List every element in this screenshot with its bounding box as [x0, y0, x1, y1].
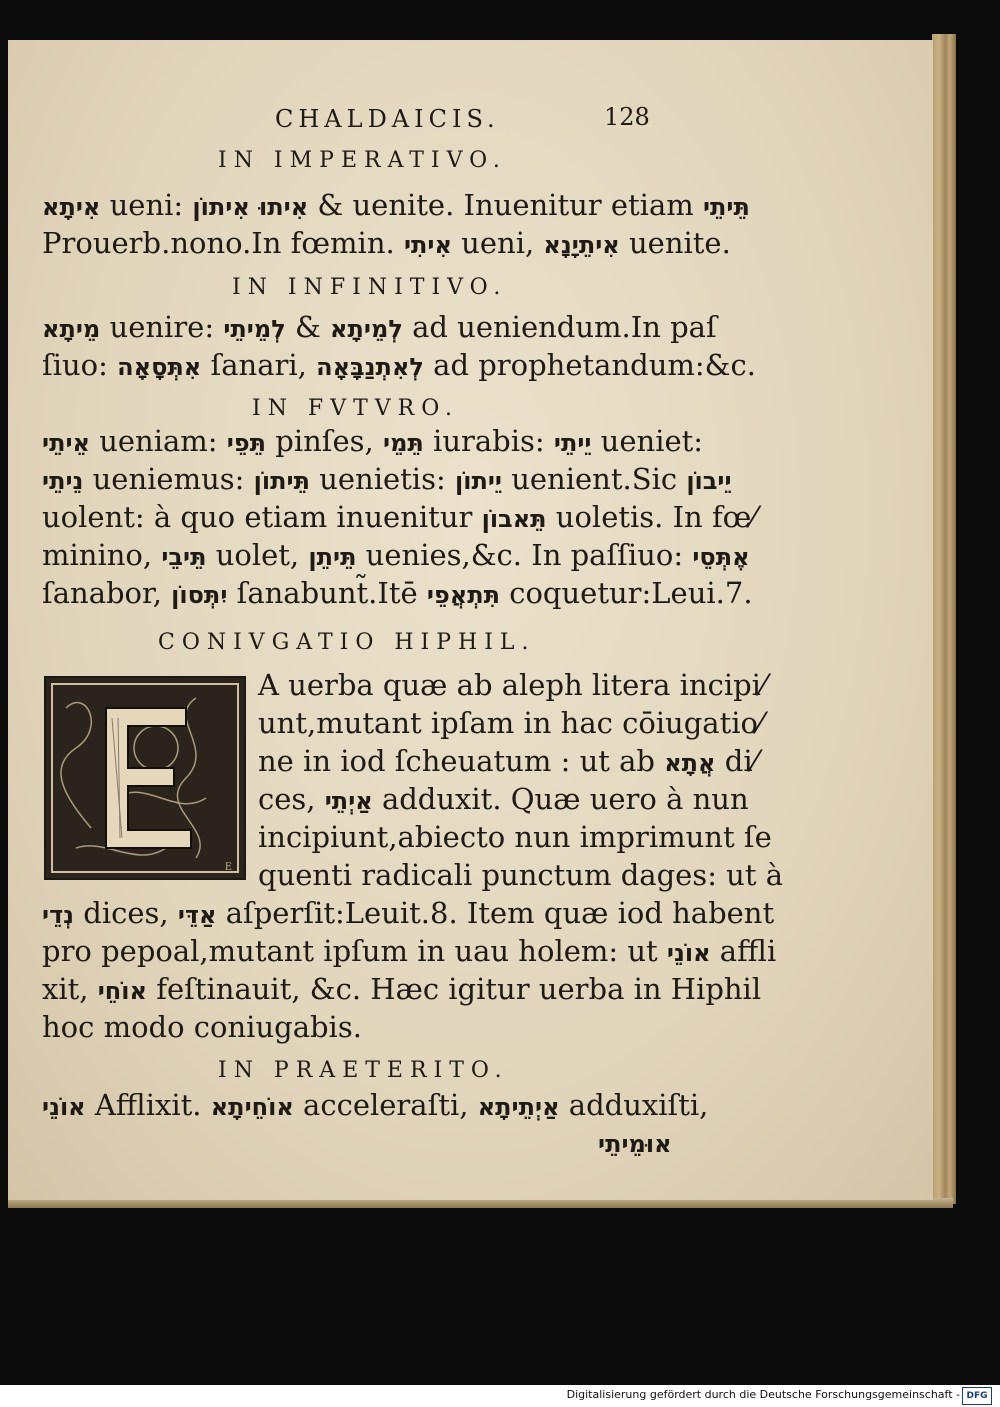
hebrew-word: לְאִתְנַבָּאָה: [316, 353, 424, 381]
hebrew-word: אִיתָא: [42, 193, 101, 221]
hebrew-word: אַדֵּי: [177, 901, 217, 929]
hebrew-word: יֵיתֵי: [553, 429, 592, 457]
heading-imperativo: IN IMPERATIVO.: [218, 148, 507, 173]
hiphil-line-6: quenti radicali punctum dages: ut à: [258, 858, 784, 892]
hebrew-word: אִיתֵיָנָא: [543, 231, 620, 259]
hebrew-word: תֵּיתוֹן: [253, 467, 310, 495]
hebrew-word: אוֹנֵי: [42, 1093, 86, 1121]
hebrew-word: נְדֵי: [42, 901, 75, 929]
hebrew-word: תֵּאבוֹן: [481, 505, 547, 533]
heading-hiphil: CONIVGATIO HIPHIL.: [158, 630, 536, 655]
hiphil-line-8: pro pepoal,mutant ipſum in uau holem: ut אוֹנֵי affli: [42, 934, 777, 968]
hebrew-word: תֵּיתֵן: [308, 543, 357, 571]
hebrew-word: אוֹחֵי: [97, 977, 147, 1005]
running-title: CHALDAICIS.: [275, 105, 500, 133]
initial-letter-text: E: [224, 862, 232, 873]
hebrew-word: לְמֵיתָא: [330, 315, 403, 343]
dfg-logo: DFG: [962, 1387, 992, 1405]
hebrew-word: אִתְּסָאָה: [117, 353, 202, 381]
hebrew-word: תֵּמֵי: [383, 429, 424, 457]
hebrew-word: אֲתָא: [664, 749, 716, 777]
hiphil-line-9: xit, אוֹחֵי feſtinauit, &c. Hæc igitur uerba in Hiphil: [42, 972, 762, 1006]
folio-number: 128: [604, 103, 650, 131]
heading-futuro: IN FVTVRO.: [252, 396, 459, 421]
heading-praeterito: IN PRAETERITO.: [218, 1058, 509, 1083]
hebrew-word: אִיתוּ: [259, 193, 309, 221]
hebrew-word: תֵּיתֵי: [702, 193, 750, 221]
hiphil-line-1: A uerba quæ ab aleph litera incipi⁄: [258, 668, 766, 702]
futuro-line-3: uolent: à quo etiam inuenitur תֵּאבוֹן uoletis. In fœ⁄: [42, 500, 757, 534]
hebrew-word: אֵיתֵי: [42, 429, 90, 457]
footer-credit: Digitalisierung gefördert durch die Deutsche Forschungsgemeinschaft -: [566, 1388, 960, 1401]
heading-infinitivo: IN INFINITIVO.: [232, 275, 508, 300]
page-edge: [932, 34, 956, 1204]
woodcut-initial-e: [44, 676, 246, 880]
hebrew-word: מֵיתָא: [42, 315, 101, 343]
hiphil-line-3: ne in iod ſcheuatum : ut ab אֲתָא di⁄: [258, 744, 758, 778]
hebrew-word: יֵיבוֹן: [686, 467, 732, 495]
imperativo-line-1: אִיתָא ueni: אִיתוּ אִיתוֹן & uenite. Inuenitur etiam תֵּיתֵי: [42, 188, 750, 222]
hebrew-word: תִּתְאֲפֵי: [426, 581, 501, 609]
hebrew-word: אַיְתֵיתָא: [477, 1093, 560, 1121]
hebrew-word: יֵיתוֹן: [454, 467, 502, 495]
hebrew-word: אוֹחֵיתָא: [210, 1093, 294, 1121]
infinitivo-line-1: מֵיתָא uenire: לְמֵיתָא & לְמֵיתֵי ad ueniendum.In paſ: [42, 310, 717, 344]
hebrew-word: לְמֵיתֵי: [223, 315, 286, 343]
hiphil-line-10: hoc modo coniugabis.: [42, 1010, 362, 1044]
hebrew-word: יִתְּסוֹן: [171, 581, 228, 609]
praeterito-line-1: אוֹנֵי Afflixit. אוֹחֵיתָא acceleraſti, אַיְתֵיתָא adduxiſti,: [42, 1088, 709, 1122]
futuro-line-1: אֵיתֵי ueniam: תֵּפֵי pinſes, תֵּמֵי iurabis: יֵיתֵי ueniet:: [42, 424, 704, 458]
footer-bar: [0, 1385, 1000, 1407]
hebrew-word: תֵּיבֵי: [161, 543, 207, 571]
imperativo-line-2: Prouerb.nono.In fœmin. אִיתִי ueni, אִיתֵיָנָא uenite.: [42, 226, 731, 260]
hebrew-word: אוֹנֵי: [666, 939, 711, 967]
hebrew-word: אִיתִי: [403, 231, 452, 259]
hiphil-line-2: unt,mutant ipſam in hac cōiugatio⁄: [258, 706, 763, 740]
hebrew-word: אַיְתֵי: [324, 787, 373, 815]
futuro-line-2: נֵיתֵי ueniemus: תֵּיתוֹן uenietis: יֵיתוֹן uenient.Sic יֵיבוֹן: [42, 462, 732, 496]
hebrew-word: אִיתוֹן: [192, 193, 250, 221]
futuro-line-5: ſanabor, יִתְּסוֹן ſanabunt̃.Itē תִּתְאֲפֵי coquetur:Leui.7.: [42, 576, 753, 610]
hiphil-line-5: incipiunt,abiecto nun imprimunt ſe: [258, 820, 772, 854]
hiphil-line-7: נְדֵי dices, אַדֵּי aſperſit:Leuit.8. Item quæ iod habent: [42, 896, 775, 930]
hebrew-word: תֵּפֵי: [226, 429, 267, 457]
hiphil-line-4: ces, אַיְתֵי adduxit. Quæ uero à nun: [258, 782, 749, 816]
futuro-line-4: minino, תֵּיבֵי uolet, תֵּיתֵן uenies,&c. In paſſiuo: אֶתְּסֵי: [42, 538, 750, 572]
hebrew-word: נֵיתֵי: [42, 467, 84, 495]
infinitivo-line-2: ſiuo: אִתְּסָאָה ſanari, לְאִתְנַבָּאָה ad prophetandum:&c.: [42, 348, 756, 382]
hebrew-word: אֶתְּסֵי: [692, 543, 750, 571]
praeterito-line-2: אוּמֵיתֵי: [598, 1130, 672, 1158]
